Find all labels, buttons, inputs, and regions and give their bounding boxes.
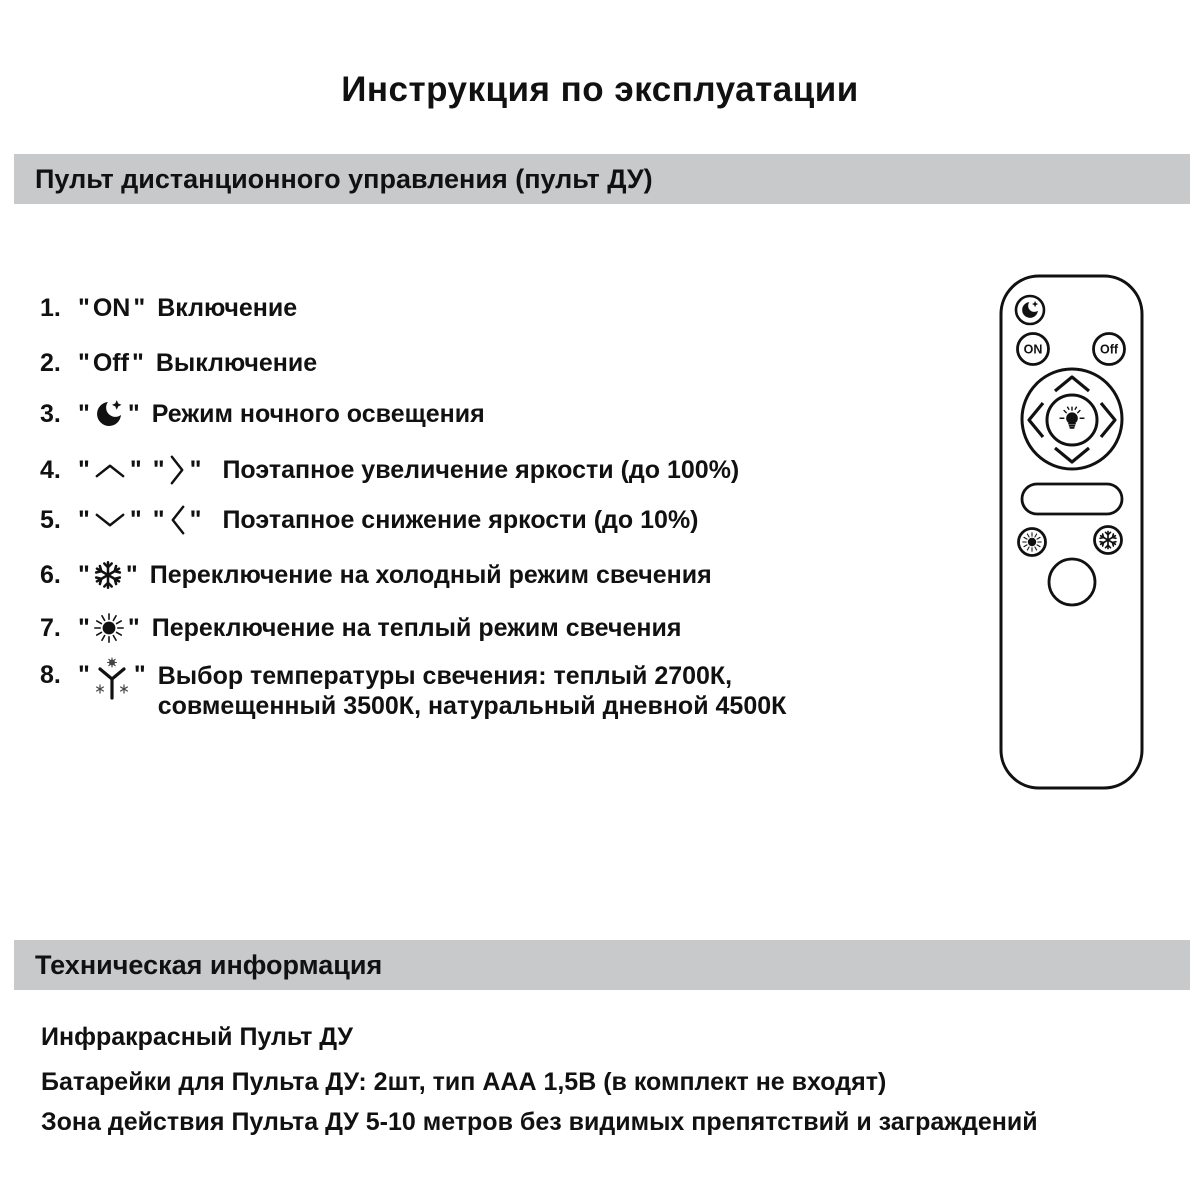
button-key-label: ON bbox=[92, 293, 131, 322]
close-quote: " bbox=[189, 455, 202, 484]
close-quote: " bbox=[125, 560, 138, 589]
remote-on-label: ON bbox=[1023, 342, 1043, 357]
remote-off-label: Off bbox=[1099, 342, 1119, 357]
item-label bbox=[158, 661, 787, 721]
page-title: Инструкция по эксплуатации bbox=[341, 70, 859, 109]
item-label: Переключение на холодный режим свечения bbox=[149, 560, 712, 589]
chevron-right-icon bbox=[168, 453, 187, 487]
tech-info-line: Инфракрасный Пульт ДУ bbox=[41, 1023, 353, 1051]
list-item-cold-mode bbox=[40, 558, 712, 592]
section-header-remote bbox=[14, 154, 1190, 204]
item-label: Поэтапное увеличение яркости (до 100%) bbox=[222, 455, 740, 484]
list-item-brightness-up bbox=[40, 453, 739, 487]
chevron-up-icon bbox=[93, 461, 127, 480]
item-label-line-1: Выбор температуры свечения: теплый 2700К, bbox=[157, 662, 733, 690]
section-header-tech bbox=[14, 940, 1190, 990]
open-quote: " bbox=[78, 293, 90, 322]
item-number: 2. bbox=[40, 348, 61, 377]
item-number: 5. bbox=[40, 505, 61, 534]
button-key-label: Off bbox=[92, 348, 129, 377]
open-quote: " bbox=[78, 348, 90, 377]
open-quote: " bbox=[152, 505, 165, 534]
list-item-on bbox=[40, 291, 297, 325]
item-number: 6. bbox=[40, 560, 61, 589]
item-label: Режим ночного освещения bbox=[151, 399, 485, 428]
section-header-tech-label: Техническая информация bbox=[35, 949, 383, 980]
item-label-line-2: совмещенный 3500К, натуральный дневной 4500К bbox=[157, 692, 787, 720]
temperature-select-icon bbox=[93, 657, 131, 701]
item-number: 1. bbox=[40, 293, 61, 322]
open-quote: " bbox=[78, 399, 90, 428]
list-item-warm-mode bbox=[40, 611, 681, 645]
chevron-down-icon bbox=[93, 511, 127, 530]
close-quote: " bbox=[133, 293, 146, 322]
item-label: Переключение на теплый режим свечения bbox=[151, 613, 682, 642]
item-number: 4. bbox=[40, 455, 61, 484]
list-item-off bbox=[40, 346, 317, 380]
close-quote: " bbox=[189, 505, 202, 534]
sun-icon bbox=[93, 612, 125, 644]
close-quote: " bbox=[127, 613, 140, 642]
close-quote: " bbox=[129, 455, 142, 484]
section-header-remote-label: Пульт дистанционного управления (пульт ДУ) bbox=[35, 163, 653, 194]
remote-warm-button bbox=[1019, 529, 1046, 556]
close-quote: " bbox=[127, 399, 140, 428]
open-quote: " bbox=[152, 455, 165, 484]
list-item-night-mode bbox=[40, 397, 485, 431]
close-quote: " bbox=[133, 661, 146, 689]
item-number: 8. bbox=[40, 661, 61, 689]
tech-info-line: Батарейки для Пульта ДУ: 2шт, тип ААА 1,5В (в комплект не входят) bbox=[41, 1068, 887, 1096]
moon-star-icon bbox=[93, 398, 125, 430]
list-item-brightness-down bbox=[40, 503, 699, 537]
open-quote: " bbox=[78, 455, 90, 484]
item-label: Включение bbox=[157, 293, 298, 322]
open-quote: " bbox=[78, 661, 90, 689]
item-label: Поэтапное снижение яркости (до 10%) bbox=[222, 505, 699, 534]
item-label: Выключение bbox=[155, 348, 318, 377]
close-quote: " bbox=[131, 348, 144, 377]
chevron-left-icon bbox=[168, 503, 187, 537]
list-item-temperature-select bbox=[40, 661, 786, 721]
open-quote: " bbox=[78, 560, 90, 589]
open-quote: " bbox=[78, 613, 90, 642]
item-number: 7. bbox=[40, 613, 61, 642]
open-quote: " bbox=[78, 505, 90, 534]
item-number: 3. bbox=[40, 399, 61, 428]
close-quote: " bbox=[129, 505, 142, 534]
remote-control-illustration bbox=[975, 260, 1175, 800]
tech-info-line: Зона действия Пульта ДУ 5-10 метров без видимых препятствий и заграждений bbox=[41, 1108, 1038, 1136]
snowflake-icon bbox=[93, 560, 123, 590]
